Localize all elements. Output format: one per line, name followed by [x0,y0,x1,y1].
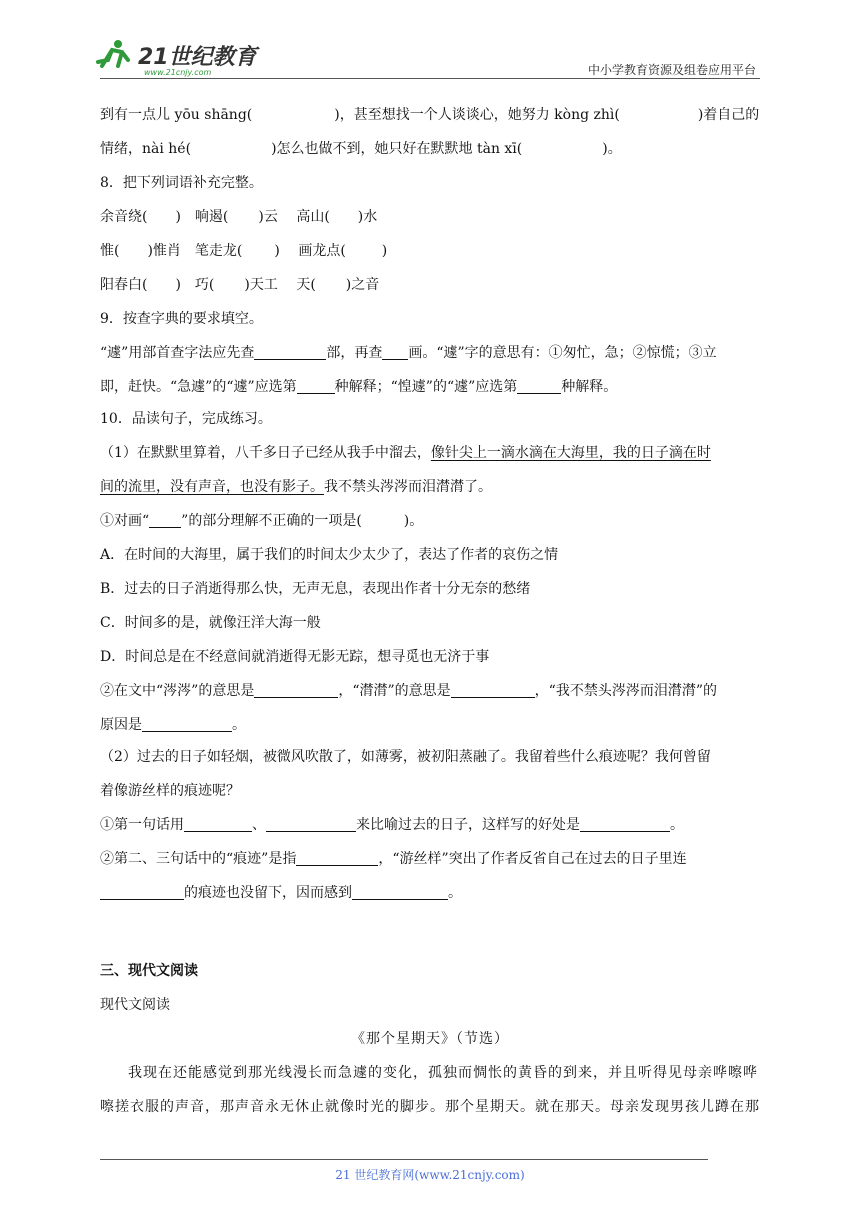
passage-text: 嚓搓衣服的声音，那声音永无休止就像时光的脚步。那个星期天。就在那天。母亲发现男孩儿蹲在那 [100,1099,760,1115]
answer-blank[interactable] [382,343,408,360]
idiom-row: 余音绕( ) 响遏( )云 高山( )水 [100,209,378,225]
text-line: 着像游丝样的痕迹呢？ [100,783,240,799]
option-d: D．时间总是在不经意间就消逝得无影无踪，想寻觅也无济于事 [100,649,490,665]
text-line: ②在文中“涔涔”的意思是 ，“潸潸”的意思是 ，“我不禁头涔涔而泪潸潸”的 [100,683,717,699]
question-9: 9．按查字典的要求填空。 [100,311,263,327]
answer-blank[interactable] [517,377,561,394]
text-line: （1）在默默里算着，八千多日子已经从我手中溜去，像针尖上一滴水滴在大海里，我的日子滴在时 [100,445,711,461]
text-line: 即，赶快。“急遽”的“遽”应选第 种解释；“惶遽”的“遽”应选第 种解释。 [100,379,618,395]
question-10: 10．品读句子，完成练习。 [100,411,272,427]
text-line: ①对画“ ”的部分理解不正确的一项是( )。 [100,513,424,529]
answer-blank[interactable] [352,883,448,900]
answer-blank[interactable] [451,681,535,698]
underline-mark [149,511,181,528]
text-line: 情绪，nài hé( )怎么也做不到，她只好在默默地 tàn xī( )。 [100,141,622,157]
answer-blank[interactable] [254,343,326,360]
passage-title: 《那个星期天》（节选） [351,1031,509,1047]
footer-divider [100,1159,708,1160]
text-line: 原因是 。 [100,717,246,733]
idiom-row: 惟( )惟肖 笔走龙( ) 画龙点( ) [100,243,388,259]
option-b: B．过去的日子消逝得那么快，无声无息，表现出作者十分无奈的愁绪 [100,581,531,597]
svg-text:21世纪教育: 21世纪教育 [138,45,257,70]
question-8: 8．把下列词语补充完整。 [100,175,263,191]
text-line: （2）过去的日子如轻烟，被微风吹散了，如薄雾，被初阳蒸融了。我留着些什么痕迹呢？我何曾留 [100,749,711,765]
footer-link[interactable]: 21 世纪教育网(www.21cnjy.com) [335,1168,525,1182]
answer-blank[interactable] [100,883,184,900]
text-line: “遽”用部首查字法应先查 部，再查 画。“遽”字的意思有：①匆忙，急；②惊慌；③立 [100,345,717,361]
answer-blank[interactable] [296,849,378,866]
section-subheading: 现代文阅读 [100,997,170,1013]
answer-blank[interactable] [254,681,338,698]
text-line: 间的流里，没有声音，也没有影子。我不禁头涔涔而泪潸潸了。 [100,479,492,495]
page-header [0,0,860,80]
answer-blank[interactable] [580,815,670,832]
idiom-row: 阳春白( ) 巧( )天工 天( )之音 [100,277,380,293]
answer-blank[interactable] [142,715,232,732]
answer-blank[interactable] [297,377,335,394]
platform-name: 中小学教育资源及组卷应用平台 [587,63,756,77]
text-line: ①第一句话用 、 来比喻过去的日子，这样写的好处是 。 [100,817,684,833]
site-logo [94,36,264,78]
option-c: C．时间多的是，就像汪洋大海一般 [100,615,321,631]
text-line: 到有一点儿 yōu shāng( )，甚至想找一个人谈谈心，她努力 kòng zhì( )着自己的 [100,107,760,123]
answer-blank[interactable] [266,815,356,832]
text-line: ②第二、三句话中的“痕迹”是指 ，“游丝样”突出了作者反省自己在过去的日子里连 [100,851,687,867]
passage-text: 我现在还能感觉到那光线漫长而急遽的变化，孤独而惆怅的黄昏的到来，并且听得见母亲哗嚓哗 [128,1065,758,1081]
header-divider [100,78,760,79]
text-line: 的痕迹也没留下，因而感到 。 [100,882,462,904]
svg-text:www.21cnjy.com: www.21cnjy.com [144,68,212,77]
option-a: A．在时间的大海里，属于我们的时间太少太少了，表达了作者的哀伤之情 [100,547,559,563]
section-heading: 三、现代文阅读 [100,963,198,979]
answer-blank[interactable] [184,815,252,832]
